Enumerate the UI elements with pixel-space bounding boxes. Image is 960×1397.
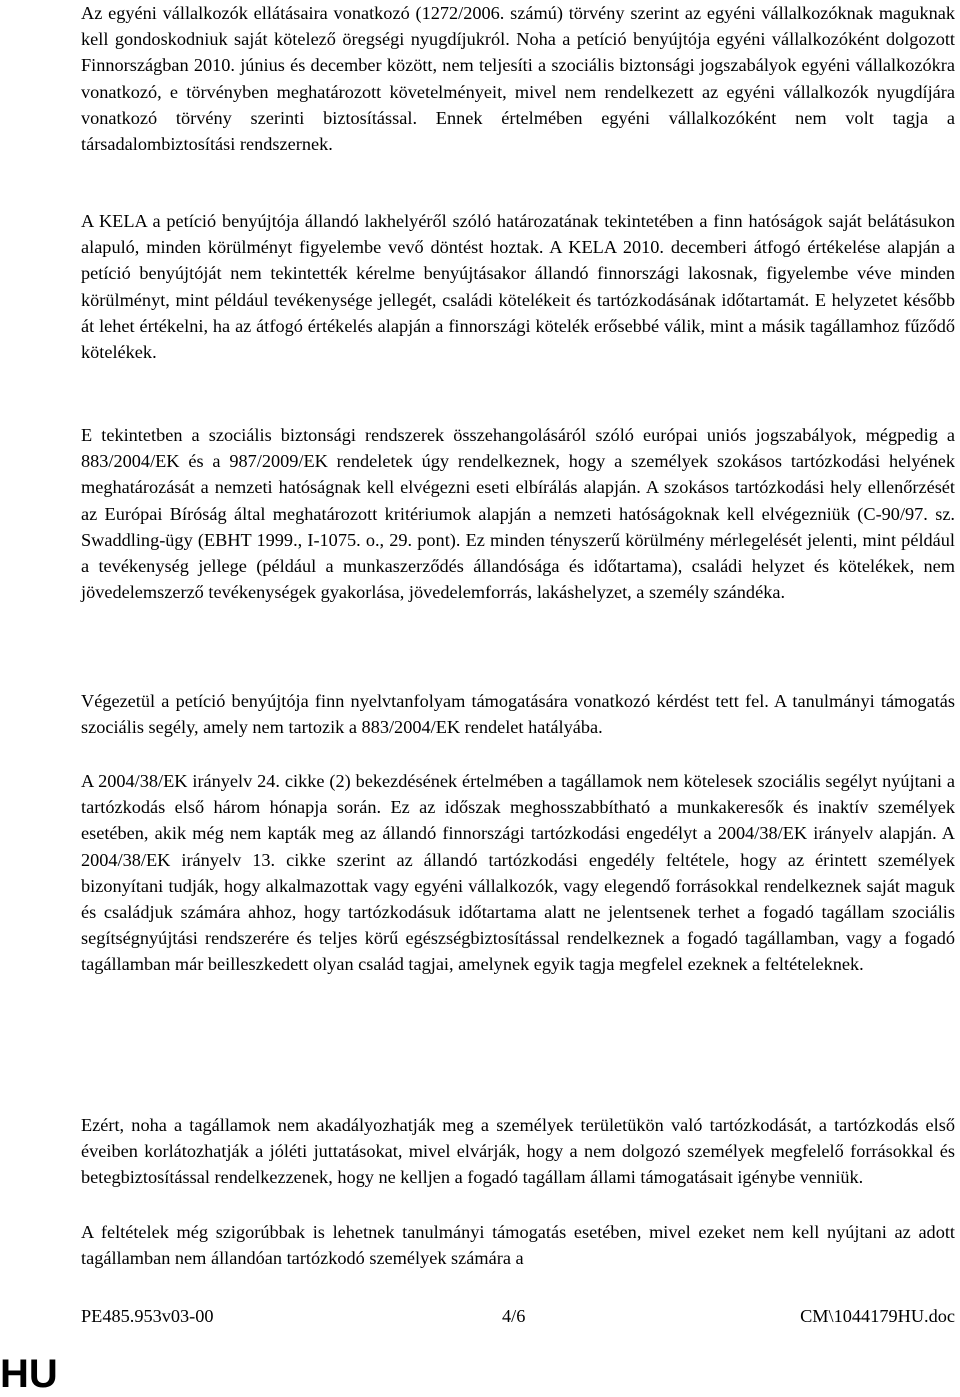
paragraph-language-course: Végezetül a petíció benyújtója finn nyelvtanfolyam támogatására vonatkozó kérdést tett fel. A tanulmányi támogatás szociális segély, amely nem tartozik a 883/2004/EK rendelet hatályába.	[81, 691, 955, 738]
footer-page-number: 4/6	[502, 1306, 526, 1326]
language-code: HU	[0, 1352, 58, 1396]
paragraph-eu-coordination: E tekintetben a szociális biztonsági rendszerek összehangolásáról szóló európai uniós jogszabályok, mégpedig a 883/2004/EK és a 987/2009/EK rendeletek úgy rendelkeznek, hogy a személyek szokásos tartózkodási helyének meghatározását a nemzeti hatóságnak kell elvégezni eseti elbírálás alapján. A szokásos tartózkodási hely ellenőrzését az Európai Bíróság által meghatározott kritériumok alapján a nemzeti hatóságoknak kell elvégezniük (C-90/97. sz. Swaddling-ügy (EBHT 1999., I-1075. o., 29. pont). Ez minden tényszerű körülmény mérlegelését jelenti, mint például a tevékenység jellege (például a munkaszerződés állandósága és időtartama), családi helyzet és kötelékek, nem jövedelemszerző tevékenységek gyakorlása, jövedelemforrás, lakáshelyzet, a személy szándéka.	[81, 425, 955, 603]
paragraph-directive-2004-38: A 2004/38/EK irányelv 24. cikke (2) bekezdésének értelmében a tagállamok nem kötelesek szociális segélyt nyújtani a tartózkodás első három hónapja során. Ez az időszak meghosszabbítható a munkakeresők és inaktív személyek esetében, akik még nem kapták meg az állandó finnországi tartózkodási engedélyt a 2004/38/EK irányelv alapján. A 2004/38/EK irányelv 13. cikke szerint az állandó tartózkodási engedély feltétele, hogy az érintett személyek bizonyítani tudják, hogy alkalmazottak vagy egyéni vállalkozók, vagy elegendő forrásokkal rendelkeznek saját maguk és családjuk számára ahhoz, hogy tartózkodásuk időtartama alatt ne jelentsenek terhet a fogadó tagállam szociális segítségnyújtási rendszerére és teljes körű egészségbiztosítással rendelkeznek a fogadó tagállamban, vagy a fogadó tagállamban már beilleszkedett olyan család tagjai, amelynek egyik tagja megfelel ezeknek a feltételeknek.	[81, 771, 955, 975]
footer-file-ref: CM\1044179HU.doc	[800, 1306, 955, 1326]
paragraph-kela-residence: A KELA a petíció benyújtója állandó lakhelyéről szóló határozatának tekintetében a finn hatóságok saját belátásukon alapuló, minden körülményt figyelembe vevő döntést hoztak. A KELA 2010. decemberi átfogó értékelése alapján a petíció benyújtóját nem tekintették kérelme benyújtásakor állandó finnországi lakosnak, figyelembe véve minden körülményt, mint például tevékenysége jellegét, családi kötelékeit és tartózkodásának időtartamát. E helyzetet később át lehet értékelni, ha az átfogó értékelés alapján a finnországi kötelék erősebbé válik, mint a másik tagállamhoz fűződő kötelékek.	[81, 211, 955, 363]
paragraph-self-employed-pension: Az egyéni vállalkozók ellátásaira vonatkozó (1272/2006. számú) törvény szerint az egyéni vállalkozóknak maguknak kell gondoskodniuk saját kötelező öregségi nyugdíjukról. Noha a petíció benyújtója egyéni vállalkozóként dolgozott Finnországban 2010. június és december között, nem teljesíti a szociális biztonsági jogszabályok egyéni vállalkozókra vonatkozó, e törvényben meghatározott követelményeit, mivel nem rendelkezett az egyéni vállalkozók nyugdíjára vonatkozó törvény szerinti biztosítással. Ennek értelmében egyéni vállalkozóként nem volt tagja a társadalombiztosítási rendszernek.	[81, 3, 955, 155]
page-footer	[81, 1303, 955, 1329]
paragraph-welfare-restrictions: Ezért, noha a tagállamok nem akadályozhatják meg a személyek területükön való tartózkodását, a tartózkodás első éveiben korlátozhatják a jóléti juttatásokat, mivel elvárják, hogy a nem dolgozó személyek megfelelő forrásokkal és betegbiztosítással rendelkezzenek, hogy ne kelljen a fogadó tagállam állami támogatásait igénybe venniük.	[81, 1115, 955, 1188]
footer-doc-ref: PE485.953v03-00	[81, 1306, 214, 1326]
paragraph-study-support: A feltételek még szigorúbbak is lehetnek tanulmányi támogatás esetében, mivel ezeket nem kell nyújtani az adott tagállamban nem állandóan tartózkodó személyek számára a	[81, 1222, 955, 1269]
